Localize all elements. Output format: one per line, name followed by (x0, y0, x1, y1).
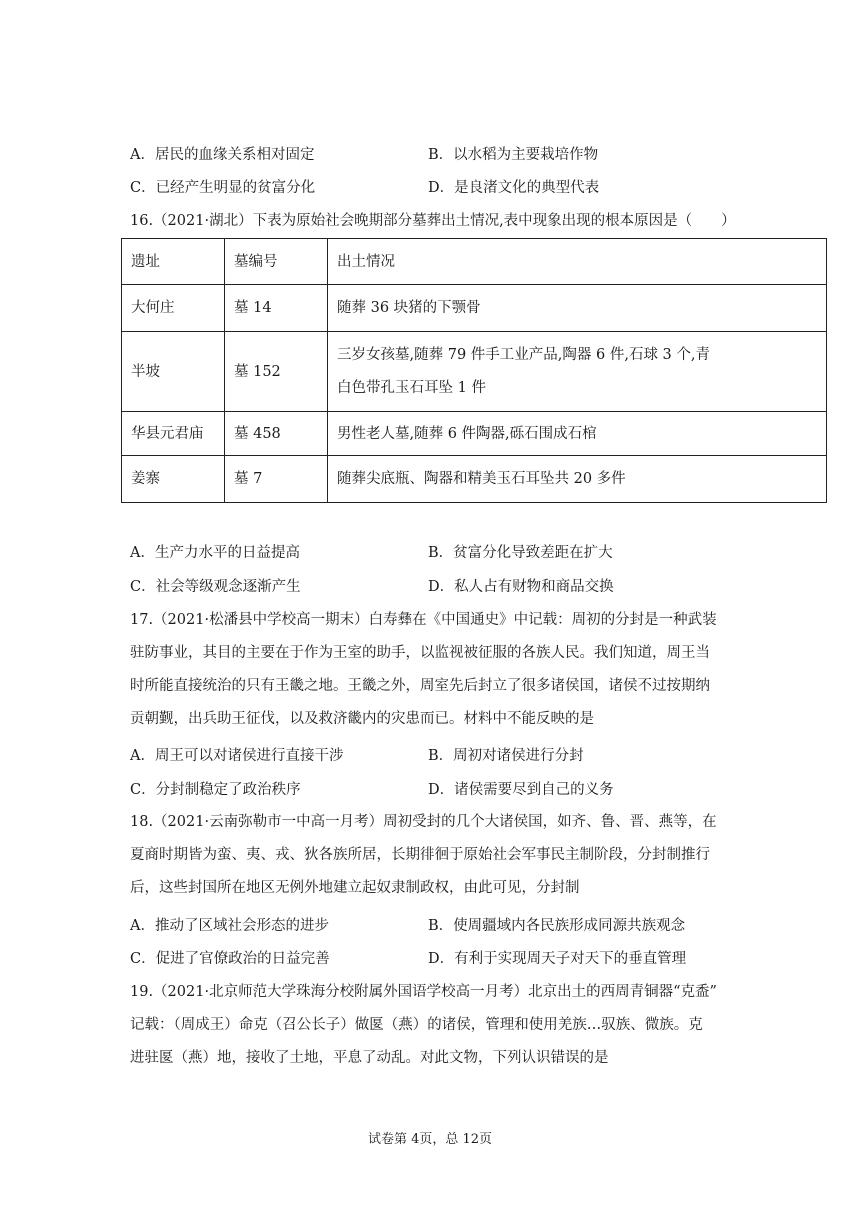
q18-options-row-2 (130, 949, 730, 969)
table-cell-line: 三岁女孩墓,随葬 79 件手工业产品,陶器 6 件,石球 3 个,青 (337, 346, 710, 363)
table-header-cell: 出土情况 (328, 239, 827, 285)
q18-stem (130, 806, 730, 905)
table-cell: 墓 14 (225, 285, 328, 332)
table-row (122, 412, 827, 456)
q18-option-c: C．促进了官僚政治的日益完善 (130, 951, 330, 967)
q16-option-c: C．社会等级观念逐渐产生 (130, 579, 301, 595)
table-row (122, 332, 827, 412)
q19-line: 19.（2021·北京师范大学珠海分校附属外国语学校高一月考）北京出土的西周青铜器“克盉” (130, 984, 717, 1000)
q18-option-a: A．推动了区域社会形态的进步 (130, 918, 329, 934)
q16-options-row-1 (130, 543, 730, 563)
page-footer: 试卷第 4页，总 12页 (367, 1132, 493, 1147)
table-cell: 墓 458 (225, 412, 328, 456)
table-cell (328, 332, 827, 412)
q18-option-b: B．使周疆域内各民族形成同源共族观念 (428, 918, 686, 934)
table-cell: 大何庄 (122, 285, 225, 332)
q17-line: 贡朝觐，出兵助王征伐，以及救济畿内的灾患而已。材料中不能反映的是 (130, 711, 594, 727)
table-cell: 男性老人墓,随葬 6 件陶器,砾石围成石棺 (328, 412, 827, 456)
table-cell-line: 白色带孔玉石耳坠 1 件 (337, 379, 486, 396)
table-row (122, 456, 827, 503)
q17-stem (130, 604, 730, 736)
q16-option-b: B．贫富分化导致差距在扩大 (428, 545, 613, 561)
q18-line: 后，这些封国所在地区无例外地建立起奴隶制政权，由此可见，分封制 (130, 880, 580, 896)
q19-stem (130, 976, 730, 1075)
q15-option-a: A．居民的血缘关系相对固定 (130, 147, 315, 163)
q17-options-row-1 (130, 746, 730, 766)
q15-option-c: C．已经产生明显的贫富分化 (130, 180, 316, 196)
q19-line: 进驻匽（燕）地，接收了土地，平息了动乱。对此文物，下列认识错误的是 (130, 1050, 609, 1066)
q16-stem: 16.（2021·湖北）下表为原始社会晚期部分墓葬出土情况,表中现象出现的根本原因是（ ） (130, 213, 736, 229)
table-cell: 墓 152 (225, 332, 328, 412)
q15-options-row-1 (130, 145, 730, 165)
q15-options-row-2 (130, 178, 730, 198)
q19-line: 记载：（周成王）命克（召公长子）做匽（燕）的诸侯，管理和使用羌族…驭族、微族。克 (130, 1017, 703, 1033)
q17-line: 17.（2021·松潘县中学校高一期末）白寿彝在《中国通史》中记载：周初的分封是一种武装 (130, 612, 717, 628)
table-header-cell: 墓编号 (225, 239, 328, 285)
table-cell: 姜寨 (122, 456, 225, 503)
table-cell: 半坡 (122, 332, 225, 412)
q18-options-row-1 (130, 916, 730, 936)
table-cell: 随葬 36 块猪的下颚骨 (328, 285, 827, 332)
q16-options-row-2 (130, 577, 730, 597)
q17-line: 时所能直接统治的只有王畿之地。王畿之外，周室先后封立了很多诸侯国，诸侯不过按期纳 (130, 678, 710, 694)
q16-burial-table (121, 238, 827, 503)
q17-options-row-2 (130, 780, 730, 800)
table-cell: 华县元君庙 (122, 412, 225, 456)
q18-option-d: D．有利于实现周天子对天下的垂直管理 (428, 951, 687, 967)
q18-line: 夏商时期皆为蛮、夷、戎、狄各族所居，长期徘徊于原始社会军事民主制阶段，分封制推行 (130, 847, 710, 863)
q17-option-b: B．周初对诸侯进行分封 (428, 748, 584, 764)
table-cell: 随葬尖底瓶、陶器和精美玉石耳坠共 20 多件 (328, 456, 827, 503)
table-header-row (122, 239, 827, 285)
q17-option-a: A．周王可以对诸侯进行直接干涉 (130, 748, 344, 764)
table-row (122, 285, 827, 332)
q17-option-d: D．诸侯需要尽到自己的义务 (428, 782, 614, 798)
table-cell: 墓 7 (225, 456, 328, 503)
q16-option-d: D．私人占有财物和商品交换 (428, 579, 614, 595)
q18-line: 18.（2021·云南弥勒市一中高一月考）周初受封的几个大诸侯国，如齐、鲁、晋、燕等，在 (130, 814, 717, 830)
q17-line: 驻防事业，其目的主要在于作为王室的助手，以监视被征服的各族人民。我们知道，周王当 (130, 645, 710, 661)
q17-option-c: C．分封制稳定了政治秩序 (130, 782, 301, 798)
table-header-cell: 遗址 (122, 239, 225, 285)
q15-option-d: D．是良渚文化的典型代表 (428, 180, 600, 196)
q16-option-a: A．生产力水平的日益提高 (130, 545, 300, 561)
q15-option-b: B．以水稻为主要栽培作物 (428, 147, 599, 163)
